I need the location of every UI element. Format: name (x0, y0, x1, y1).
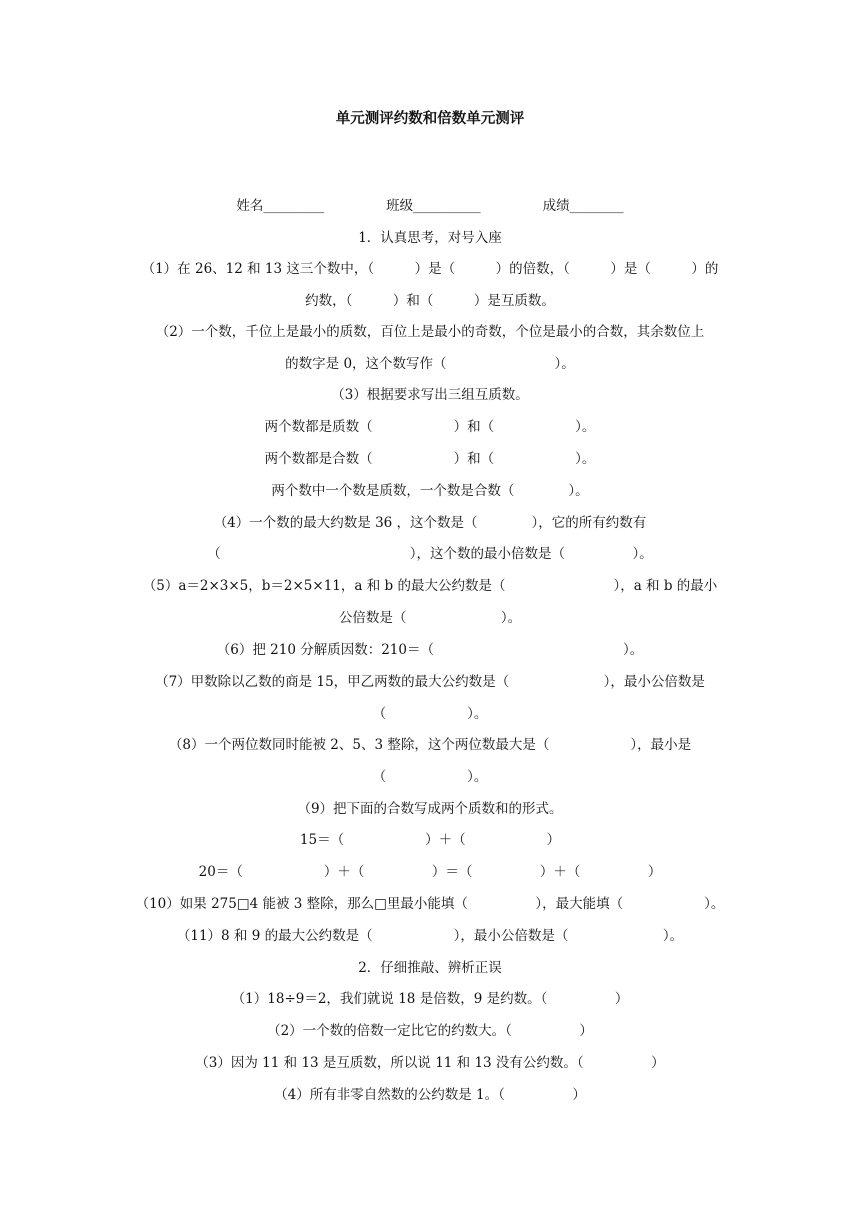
question-line: 公倍数是（ ）。 (338, 610, 522, 626)
question-line: （3）因为 11 和 13 是互质数，所以说 11 和 13 没有公约数。（ ） (195, 1055, 665, 1071)
question-line: （1）在 26、12 和 13 这三个数中，（ ）是（ ）的倍数，（ ）是（ ）的 (141, 261, 719, 277)
question-line: 20＝（ ）＋（ ）＝（ ）＋（ ） (198, 864, 662, 880)
name-field: 姓名_________ (236, 198, 325, 214)
section1-heading: 1．认真思考，对号入座 (358, 230, 502, 246)
question-line: （2）一个数的倍数一定比它的约数大。（ ） (267, 1023, 593, 1039)
question-line: （2）一个数，千位上是最小的质数，百位上是最小的奇数，个位是最小的合数，其余数位上 (155, 324, 705, 340)
question-line: （6）把 210 分解质因数：210＝（ ）。 (216, 642, 644, 658)
question-line: （1）18÷9＝2，我们就说 18 是倍数，9 是约数。（ ） (231, 991, 629, 1007)
question-line: （5）a＝2×3×5，b＝2×5×11，a 和 b 的最大公约数是（ ），a 和 b 的最小 (142, 578, 718, 594)
question-line: （ ），这个数的最小倍数是（ ）。 (207, 546, 653, 562)
score-field: 成绩________ (542, 198, 624, 214)
class-field: 班级__________ (386, 198, 481, 214)
section2-heading: 2．仔细推敲、辨析正误 (358, 960, 502, 976)
question-line: 15＝（ ）＋（ ） (299, 832, 561, 848)
question-line: （8）一个两位数同时能被 2、5、3 整除，这个两位数最大是（ ），最小是 (168, 737, 692, 753)
question-line: 两个数中一个数是质数，一个数是合数（ ）。 (271, 483, 589, 499)
question-line: 的数字是 0，这个数写作（ ）。 (285, 356, 575, 372)
question-line: 两个数都是合数（ ）和（ ）。 (264, 451, 596, 467)
question-line: （11）8 和 9 的最大公约数是（ ），最小公倍数是（ ）。 (176, 928, 684, 944)
question-line: （4）所有非零自然数的公约数是 1。（ ） (274, 1087, 586, 1103)
question-line: （9）把下面的合数写成两个质数和的形式。 (297, 801, 563, 817)
question-line: （7）甲数除以乙数的商是 15，甲乙两数的最大公约数是（ ），最小公倍数是 (155, 674, 705, 690)
student-info-row (0, 196, 860, 216)
question-line: 两个数都是质数（ ）和（ ）。 (264, 419, 596, 435)
question-line: （10）如果 275□4 能被 3 整除，那么□里最小能填（ ），最大能填（ ）。 (135, 896, 725, 912)
page-title: 单元测评约数和倍数单元测评 (335, 111, 525, 127)
question-line: （3）根据要求写出三组互质数。 (331, 387, 529, 403)
question-line: （ ）。 (372, 706, 488, 722)
question-line: 约数，（ ）和（ ）是互质数。 (305, 293, 555, 309)
question-line: （4）一个数的最大约数是 36 ，这个数是（ ），它的所有约数有 (213, 515, 647, 531)
question-line: （ ）。 (372, 769, 488, 785)
